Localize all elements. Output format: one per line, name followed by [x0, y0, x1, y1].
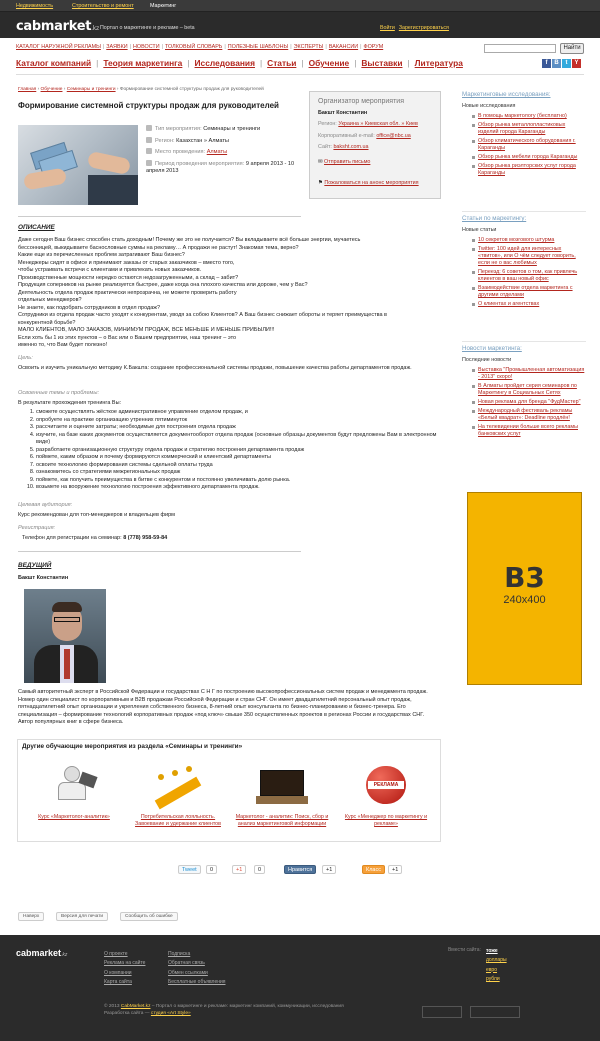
footer-link[interactable]: Обратная связь — [168, 960, 205, 967]
research-block: Маркетинговые исследования: Новые исследования В помощь маркетологу (бесплатно) Обзор рынка металлопластиковых изделий города Караганды Обзор климатического оборудования г. Караганды Обзор рынка мебели города Караганды Обзор рынка риэлторских услуг города Караганды — [462, 91, 586, 177]
menu-separator: | — [259, 58, 263, 68]
host-heading: ВЕДУЩИЙ — [18, 562, 52, 569]
topic-item: 9. поймете, как получить преимущества в битве с конкурентом и постоянно увеличивать долю рынка. — [36, 477, 440, 485]
event-region: Казахстан » Алматы — [176, 137, 229, 144]
main-menu-item[interactable]: Литература — [414, 58, 463, 68]
tweet-button[interactable]: Tweet — [178, 865, 201, 874]
footer-links-1 — [104, 950, 145, 987]
news-block: Новости маркетинга: Последние новости Выставка "Промышленная автоматизация - 2013" скоро! В Алматы пройдет серия семинаров по Маркетингу в Социальных Сетях Новая реклама для бренда "ФудМастер" Международный фестиваль рекламы «Белый квадрат»: Deadline продлён! На телевидении больше всего рекламы банковских услуг — [462, 341, 586, 438]
theme-link[interactable]: тоже — [486, 948, 498, 954]
footer-link[interactable]: Карта сайта — [104, 978, 132, 985]
location-icon — [146, 148, 152, 154]
menu1-item[interactable]: ВАКАНСИИ — [328, 44, 359, 50]
topic-item: 4. изучите, на базе каких документов осуществляется документооборот отдела продаж (основные образцы документов будут предложены Вам в электронном виде) — [36, 432, 440, 447]
organizer-region[interactable]: Украина » Киевская обл. » Киев — [338, 121, 418, 128]
vk-like-button[interactable]: Нравится — [284, 865, 316, 874]
topics-list — [36, 409, 440, 492]
related-item[interactable]: РЕКЛАМА Курс «Менеджер по маркетингу и рекламе» — [338, 756, 434, 836]
topnav-link-realty[interactable]: Недвижимость — [16, 3, 54, 9]
menu1-item[interactable]: ПОЛЕЗНЫЕ ШАБЛОНЫ — [227, 44, 289, 50]
footer-themes — [486, 947, 507, 984]
people-arrow-icon — [150, 762, 206, 806]
description-line: именно то, что Вам будет полезно! — [18, 342, 108, 349]
menu-separator: | — [102, 44, 105, 50]
mail-icon: ✉ — [318, 159, 323, 166]
description-line: Продукция соперников на рынке реализуется быстрее, даже когда она плохого качества или дороже, чем у Вас? — [18, 282, 308, 289]
page-title: Формирование системной структуры продаж для руководителей — [18, 101, 279, 110]
login-link[interactable]: Войти — [380, 25, 395, 31]
main-menu-item[interactable]: Каталог компаний — [16, 58, 92, 68]
organizer-title: Организатор мероприятия — [318, 98, 404, 105]
organizer-site[interactable]: baksht.com.ua — [333, 143, 369, 150]
description-line: бессонницей, выкидываете баснословные суммы на рекламу… А продажи не растут! Знакомая тема, верно? — [18, 244, 299, 251]
red-apple-icon: РЕКЛАМА — [358, 762, 414, 806]
ad-banner-placeholder[interactable]: B3 240x400 — [467, 492, 582, 685]
main-menu-item[interactable]: Выставки — [361, 58, 403, 68]
developer-link[interactable]: студия «Art Style» — [150, 1010, 191, 1016]
menu1-item[interactable]: ФОРУМ — [363, 44, 384, 50]
site-tagline: Портал о маркетинге и рекламе – beta — [100, 25, 195, 31]
topic-item: 2. опробуете на практике организацию утренних пятиминуток — [36, 417, 440, 425]
description-line: конкурентной борьбе? — [18, 319, 76, 326]
topic-item: 8. ознакомитесь со стратегиями межрегиональных продаж — [36, 469, 440, 477]
audience-label: Целевая аудитория: — [18, 502, 73, 508]
topic-item: 1. сможете осуществлять жёсткое административное управление отделом продаж, и — [36, 409, 440, 417]
menu-separator: | — [129, 44, 132, 50]
research-link[interactable]: В помощь маркетологу (бесплатно) — [462, 113, 586, 120]
description-heading: ОПИСАНИЕ — [18, 224, 55, 231]
event-type: Семинары и тренинги — [203, 126, 261, 132]
host-bio: Самый авторитетный эксперт в Российской Федерации и государствах С Н Г по построению высокопрофессиональных систем продаж и менеджмента продаж. Номер один специалист по корпоративным и B2B продажам Российской Федерации и стран СНГ. Он имеет двадцатилетний персональный опыт продаж, пятнадцатилетний опыт организации и укрепления собственного бизнеса, 8-летний опыт консультанта по бизнес-планированию и бизнес-тренера. Его специализация – формирование технологий корпоративных продаж «под ключ» свыше 350 осуществленных проектов в регионах России и государствах СНГ. Автор популярных книг в сфере бизнеса. — [18, 689, 428, 726]
topic-item: 7. освоите технологию формирования системы сдельной оплаты труда — [36, 462, 440, 470]
gplus-button[interactable]: +1 — [232, 865, 246, 874]
main-menu-item[interactable]: Исследования — [194, 58, 255, 68]
topic-item: 5. разработаете организационную структуру отдела продаж и стратегию построения департамента продаж — [36, 447, 440, 455]
topic-item: 3. рассчитаете и оцените затраты; необходимые для построения отдела продаж — [36, 424, 440, 432]
articles-link[interactable]: Переезд: 6 советов о том, как привлечь клиентов в ваш новый офис — [462, 269, 586, 283]
description-line: Если хоть бы 1 из этих пунктов – о Вас или о Вашем предприятии, наш тренинг – это — [18, 334, 237, 341]
goal-label: Цель: — [18, 355, 33, 361]
registration-text: Телефон для регистрации на семинар: 8 (778) 958-59-84 — [22, 535, 168, 541]
news-link[interactable]: Международный фестиваль рекламы «Белый квадрат»: Deadline продлён! — [462, 408, 586, 422]
search-input[interactable] — [484, 44, 556, 53]
description-line: отдельных менеджеров? — [18, 297, 82, 304]
description-line: Деятельность отдела продаж практически непрозрачна, не можете проверить работу — [18, 289, 237, 296]
top-nav-bar — [0, 0, 600, 12]
theme-link[interactable]: доллары — [486, 957, 507, 964]
crumb-current: Формирование системной структуры продаж для руководителей — [119, 87, 264, 92]
topnav-link-construction[interactable]: Строительство и ремонт — [72, 3, 134, 9]
analyst-figure-icon — [46, 762, 102, 806]
menu-separator: | — [96, 58, 99, 68]
menu1-item[interactable]: ЗАЯВКИ — [106, 44, 128, 50]
research-link[interactable]: Обзор рынка мебели города Караганды — [462, 154, 586, 161]
description-line: Производственные мощности нередко остаются недозагруженными, а склад – забит? — [18, 274, 239, 281]
divider — [16, 74, 584, 75]
news-link[interactable]: Новая реклама для бренда "ФудМастер" — [462, 399, 586, 406]
menu-separator: | — [290, 44, 292, 50]
menu-separator: | — [325, 44, 327, 50]
related-item[interactable]: Курс «Маркетолог-аналитик» — [26, 756, 122, 836]
articles-link[interactable]: Взаимодействие отдела маркетинга с другими отделами — [462, 285, 586, 299]
footer-link[interactable]: Реклама на сайте — [104, 960, 146, 967]
news-link[interactable]: Выставка "Промышленная автоматизация - 2013" скоро! — [462, 367, 586, 381]
articles-block: Статьи по маркетингу: Новые статьи 10 секретов мозгового штурма Twitter: 100 идей для интересных «твитов», или О чём следует говорить, если не о вас любимых Переезд: 6 советов о том, как привлечь клиентов в ваш новый офис Взаимодействие отдела маркетинга с другими отделами О клиентах и агентствах — [462, 211, 586, 308]
event-period: 9 апреля 2013 - 10 апреля 2013 — [146, 160, 295, 175]
description-line: Менеджеры сидят в офисе и принимают заказы от старых заказчиков – вместо того, — [18, 259, 235, 266]
registration-label: Регистрация: — [18, 525, 56, 531]
topics-intro: В результате прохождения тренинга Вы: — [18, 400, 122, 406]
site-header — [0, 12, 600, 38]
event-meta: Тип мероприятия: Семинары и тренинги Регион: Казахстан » Алматы Место проведения: Алматы Период проведения мероприятия: 9 апреля 2013 - 10 апреля 2013 — [146, 126, 295, 175]
flag-icon: ⚑ — [318, 180, 323, 187]
main-menu — [16, 58, 468, 69]
footer-links-2 — [168, 950, 226, 987]
social-icon[interactable]: B — [552, 59, 561, 68]
description-line: Даже сегодня Ваш бизнес способен стать доходным! Почему же это не получается? Вы вкладываете всё больше энергии, мучаетесь — [18, 237, 361, 243]
social-icon[interactable]: t — [562, 59, 571, 68]
site-footer — [0, 935, 600, 1041]
organizer-name: Бакшт Константин — [318, 110, 368, 116]
main-menu-item[interactable]: Обучение — [308, 58, 350, 68]
counter-badge[interactable] — [470, 1006, 520, 1018]
laptop-books-icon — [254, 762, 310, 806]
research-link[interactable]: Обзор рынка риэлторских услуг города Караганды — [462, 163, 586, 177]
host-name: Бакшт Константин — [18, 575, 69, 581]
social-icon[interactable]: f — [542, 59, 551, 68]
footer-link[interactable]: О компании — [104, 969, 132, 976]
menu-separator: | — [301, 58, 304, 68]
secondary-menu — [16, 44, 396, 51]
menu1-item[interactable]: КАТАЛОГ НАРУЖНОЙ РЕКЛАМЫ — [16, 44, 101, 50]
topnav-link-marketing[interactable]: Маркетинг — [150, 3, 177, 9]
main-menu-item[interactable]: Теория маркетинга — [103, 58, 183, 68]
vk-count: +1 — [322, 865, 336, 874]
site-logo[interactable]: cabmarket.kz — [16, 19, 99, 34]
footer-copyright: © 2013 CabMarket.kz – Портал о маркетинге и рекламе: маркетинг компаний, коммуникации, исследования Разработка сайта — студия «Art Style» — [104, 1004, 344, 1016]
description-line: Сотрудники из отдела продаж часто уходят к конкурентам, уводя за собою Клиентов? А Ваш бизнес снижает обороты и теряет преимущества в — [18, 312, 387, 319]
menu-separator: | — [360, 44, 362, 50]
footer-link[interactable]: Бесплатные объявления — [168, 978, 226, 985]
print-version-button[interactable]: Версия для печати — [56, 912, 108, 921]
crumb-seminars[interactable]: Семинары и тренинги — [66, 87, 116, 92]
counter-badge[interactable] — [422, 1006, 462, 1018]
menu1-item[interactable]: ТОЛКОВЫЙ СЛОВАРЬ — [165, 44, 223, 50]
report-error-button[interactable]: Сообщить об ошибке — [120, 912, 178, 921]
main-menu-item[interactable]: Статьи — [267, 58, 297, 68]
organizer-box: Организатор мероприятия Бакшт Константин Регион: Украина » Киевская обл. » Киев Корпоративный e-mail: office@nbc.ua Сайт: baksht.com.ua ✉ Отправить письмо ⚑ Пожаловаться на анонс мероприятия — [309, 91, 441, 199]
register-link[interactable]: Зарегистрироваться — [398, 25, 449, 31]
menu-separator: | — [407, 58, 410, 68]
description-line: чтобы устраивать встречи с клиентами и привлекать новых заказчиков. — [18, 267, 202, 274]
footer-link[interactable]: Обмен ссылками — [168, 969, 208, 976]
menu-separator: | — [354, 58, 357, 68]
menu-separator: | — [161, 44, 163, 50]
theme-link[interactable]: рубли — [486, 975, 500, 982]
crumb-education[interactable]: Обучение — [40, 87, 63, 92]
globe-icon — [146, 137, 152, 143]
description-line: Какие еще из перечисленных проблем затрагивают Ваш бизнес? — [18, 252, 185, 259]
registration-phone: 8 (778) 958-59-84 — [123, 535, 168, 541]
calendar-icon — [146, 160, 152, 166]
social-icon[interactable]: Y — [572, 59, 581, 68]
gplus-count: 0 — [254, 865, 265, 874]
menu-separator: | — [224, 44, 226, 50]
copyright-link[interactable]: CabMarket.kz — [120, 1004, 151, 1009]
to-top-button[interactable]: Наверх — [18, 912, 44, 921]
research-heading[interactable]: Маркетинговые исследования: — [462, 91, 551, 98]
footer-link[interactable]: Подписка — [168, 951, 191, 957]
tweet-count: 0 — [206, 865, 217, 874]
send-letter-link[interactable]: Отправить письмо — [324, 159, 371, 166]
divider — [18, 551, 301, 552]
menu-separator: | — [187, 58, 190, 68]
audience-text: Курс рекомендован для топ-менеджеров и владельцев фирм — [18, 512, 175, 518]
footer-logo[interactable]: cabmarket.kz — [16, 948, 68, 958]
breadcrumb: Главная › Обучение › Семинары и тренинги › Формирование системной структуры продаж для руководителей — [18, 87, 264, 92]
related-item[interactable]: Маркетолог - аналитик: Поиск, сбор и анализ маркетинговой информации — [234, 756, 330, 836]
news-heading[interactable]: Новости маркетинга: — [462, 345, 522, 352]
topics-label: Освоенные темы и проблемы: — [18, 390, 100, 396]
topic-item: 6. поймете, каким образом и почему формируются коммерческий и клиентский департаменты — [36, 454, 440, 462]
menu1-item[interactable]: НОВОСТИ — [133, 44, 160, 50]
divider — [18, 216, 301, 217]
auth-links — [380, 25, 453, 32]
description-line: Не знаете, как подобрать сотрудников в отдел продаж? — [18, 304, 161, 311]
research-link[interactable]: Обзор рынка металлопластиковых изделий города Караганды — [462, 122, 586, 136]
related-title: Другие обучающие мероприятия из раздела «Семинары и тренинги» — [22, 743, 243, 750]
related-events — [17, 739, 441, 842]
articles-link[interactable]: Twitter: 100 идей для интересных «твитов», или О чём следует говорить, если не о вас любимых — [462, 246, 586, 267]
host-photo — [24, 589, 106, 683]
research-link[interactable]: Обзор климатического оборудования г. Караганды — [462, 138, 586, 152]
ok-class-button[interactable]: Класс — [362, 865, 385, 874]
theme-link[interactable]: евро — [486, 966, 497, 973]
news-link[interactable]: В Алматы пройдет серия семинаров по Маркетингу в Социальных Сетях — [462, 383, 586, 397]
crumb-home[interactable]: Главная — [18, 87, 37, 92]
news-link[interactable]: На телевидении больше всего рекламы банковских услуг — [462, 424, 586, 438]
complain-link[interactable]: Пожаловаться на анонс мероприятия — [324, 180, 419, 187]
goal-text: Освоить и изучить уникальную методику К.Бакшта: создание профессиональной системы продажи, повышение качества работы департаментов продаж. — [18, 365, 412, 371]
topic-item: 10. возьмете на вооружение технологию построения эффективного департамента продаж. — [36, 484, 440, 492]
search-button[interactable]: Найти — [560, 43, 584, 54]
footer-theme-label: Вмести сайта: — [448, 947, 481, 953]
tag-icon — [146, 125, 152, 131]
articles-link[interactable]: О клиентах и агентствах — [462, 301, 586, 308]
social-links — [541, 59, 581, 68]
articles-link[interactable]: 10 секретов мозгового штурма — [462, 237, 586, 244]
organizer-email[interactable]: office@nbc.ua — [376, 132, 411, 139]
description-line: МАЛО КЛИЕНТОВ, МАЛО ЗАКАЗОВ, МИНИМУМ ПРОДАЖ, ВСЕ МЕНЬШЕ И МЕНЬШЕ ПРИБЫЛИ!!! — [18, 327, 275, 334]
menu1-item[interactable]: ЭКСПЕРТЫ — [293, 44, 324, 50]
footer-link[interactable]: О проекте — [104, 951, 128, 957]
event-photo — [18, 125, 138, 205]
event-place-link[interactable]: Алматы — [206, 149, 228, 156]
related-item[interactable]: Потребительская лояльность. Завоевание и удержание клиентов — [130, 756, 226, 836]
description-text — [18, 237, 438, 350]
articles-heading[interactable]: Статьи по маркетингу: — [462, 215, 527, 222]
ok-count: +1 — [388, 865, 402, 874]
